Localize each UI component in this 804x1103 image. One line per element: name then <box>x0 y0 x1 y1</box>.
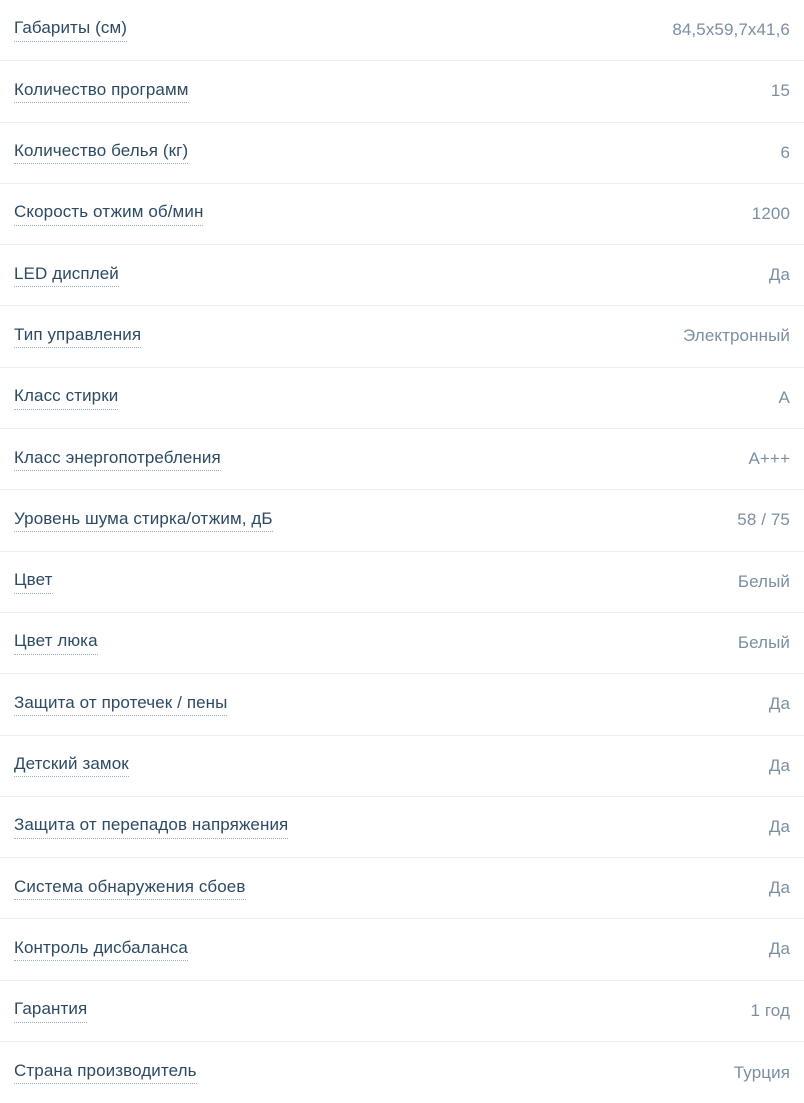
spec-value: Да <box>768 939 790 959</box>
spec-label[interactable]: Контроль дисбаланса <box>14 938 188 961</box>
spec-value: Да <box>768 816 790 836</box>
table-row <box>0 919 804 980</box>
table-row <box>0 797 804 858</box>
spec-label[interactable]: Габариты (см) <box>14 18 127 41</box>
spec-value: Да <box>768 694 790 714</box>
spec-value: 15 <box>770 81 790 101</box>
table-row <box>0 245 804 306</box>
table-row <box>0 1042 804 1103</box>
table-row <box>0 306 804 367</box>
spec-value: 6 <box>780 142 790 162</box>
table-row <box>0 613 804 674</box>
spec-value: Турция <box>733 1062 790 1082</box>
table-row <box>0 184 804 245</box>
spec-label[interactable]: LED дисплей <box>14 264 119 287</box>
spec-value: Да <box>768 265 790 285</box>
table-row <box>0 552 804 613</box>
spec-value: 84,5x59,7x41,6 <box>672 19 790 39</box>
spec-value: Электронный <box>683 326 790 346</box>
table-row <box>0 674 804 735</box>
table-row <box>0 429 804 490</box>
spec-label[interactable]: Защита от перепадов напряжения <box>14 815 288 838</box>
spec-label[interactable]: Цвет люка <box>14 631 98 654</box>
spec-label[interactable]: Класс энергопотребления <box>14 448 221 471</box>
spec-label[interactable]: Количество белья (кг) <box>14 141 188 164</box>
spec-value: 58 / 75 <box>737 510 790 530</box>
spec-label[interactable]: Защита от протечек / пены <box>14 693 227 716</box>
spec-value: 1 год <box>750 1000 790 1020</box>
spec-label[interactable]: Страна производитель <box>14 1061 197 1084</box>
table-row <box>0 0 804 61</box>
spec-label[interactable]: Скорость отжим об/мин <box>14 202 203 225</box>
spec-label[interactable]: Гарантия <box>14 999 87 1022</box>
table-row <box>0 490 804 551</box>
table-row <box>0 123 804 184</box>
spec-label[interactable]: Система обнаружения сбоев <box>14 877 246 900</box>
spec-label[interactable]: Уровень шума стирка/отжим, дБ <box>14 509 273 532</box>
spec-value: Белый <box>737 571 790 591</box>
spec-label[interactable]: Количество программ <box>14 80 189 103</box>
spec-value: Белый <box>737 632 790 652</box>
spec-label[interactable]: Тип управления <box>14 325 141 348</box>
spec-value: Да <box>768 755 790 775</box>
spec-label[interactable]: Детский замок <box>14 754 129 777</box>
spec-value: 1200 <box>751 203 790 223</box>
spec-value: Да <box>768 878 790 898</box>
spec-label[interactable]: Класс стирки <box>14 386 118 409</box>
spec-value: A <box>778 387 790 407</box>
table-row <box>0 61 804 122</box>
table-row <box>0 981 804 1042</box>
spec-label[interactable]: Цвет <box>14 570 53 593</box>
table-row <box>0 858 804 919</box>
table-row <box>0 368 804 429</box>
spec-value: A+++ <box>748 449 790 469</box>
table-row <box>0 736 804 797</box>
